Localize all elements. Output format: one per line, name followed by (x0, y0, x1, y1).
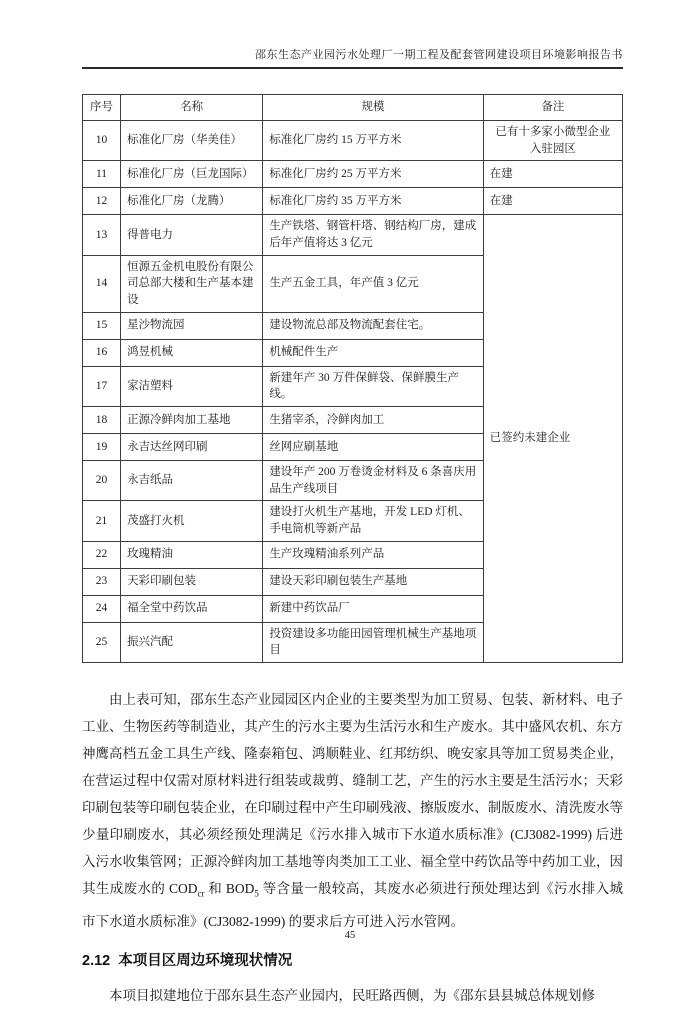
cell-scale: 标准化厂房约 15 万平方米 (263, 121, 483, 161)
enterprise-table (82, 94, 623, 663)
cell-no: 16 (83, 339, 121, 366)
cell-name: 永吉达丝网印刷 (121, 434, 263, 461)
cell-no: 22 (83, 541, 121, 568)
cell-name: 恒源五金机电股份有限公司总部大楼和生产基本建设 (121, 255, 263, 312)
cell-name: 振兴汽配 (121, 622, 263, 662)
cell-name: 茂盛打火机 (121, 501, 263, 541)
cell-no: 19 (83, 434, 121, 461)
cell-scale: 建设打火机生产基地，开发 LED 灯机、手电筒机等新产品 (263, 501, 483, 541)
cell-no: 10 (83, 121, 121, 161)
header-title: 邵东生态产业园污水处理厂一期工程及配套管网建设项目环境影响报告书 (255, 49, 623, 61)
table-header-row (83, 95, 623, 121)
paragraph-text-part1: 由上表可知，邵东生态产业园园区内企业的主要类型为加工贸易、包装、新材料、电子工业、生物医药等制造业，其产生的污水主要为生活污水和生产废水。其中盛风农机、东方神鹰高档五金工具生产线、隆泰箱包、鸿顺鞋业、红邦纺织、晚安家具等加工贸易类企业，在营运过程中仅需对原材料进行组装或裁剪、缝制工艺，产生的污水主要是生活污水；天彩印刷包装等印刷包装企业，在印刷过程中产生印刷残液、擦版废水、制版废水、清洗废水等少量印刷废水，其必须经预处理满足《污水排入城市下水道水质标准》(CJ3082-1999) 后进入污水收集管网；正源冷鲜肉加工基地等肉类加工工业、福全堂中药饮品等中药加工业，因其生成废水的 COD (82, 692, 623, 897)
column-header: 名称 (121, 95, 263, 121)
cell-scale: 投资建设多功能田园管理机械生产基地项目 (263, 622, 483, 662)
paragraph-text-part2: 和 BOD (204, 881, 255, 897)
cell-no: 23 (83, 568, 121, 595)
cell-scale: 生产铁塔、钢管杆塔、钢结构厂房，建成后年产值将达 3 亿元 (263, 215, 483, 255)
cell-remark: 在建 (483, 161, 622, 188)
bod-subscript: 5 (254, 888, 259, 899)
cell-no: 18 (83, 407, 121, 434)
cell-scale: 建设天彩印刷包装生产基地 (263, 568, 483, 595)
cell-scale: 生产玫瑰精油系列产品 (263, 541, 483, 568)
cell-scale: 机械配件生产 (263, 339, 483, 366)
cell-no: 25 (83, 622, 121, 662)
cell-no: 15 (83, 312, 121, 339)
cell-no: 12 (83, 188, 121, 215)
paragraph-project-location: 本项目拟建地位于邵东县生态产业园内，民旺路西侧，为《邵东县县城总体规划修 (109, 987, 595, 1003)
page-content (82, 0, 623, 1009)
cell-name: 星沙物流园 (121, 312, 263, 339)
column-header: 备注 (483, 95, 622, 121)
cell-scale: 丝网应刷基地 (263, 434, 483, 461)
cell-name: 家洁塑料 (121, 366, 263, 406)
cell-remark: 已有十多家小微型企业入驻园区 (483, 121, 622, 161)
cell-name: 标准化厂房（龙腾） (121, 188, 263, 215)
paragraph-text-part3: 等含量一般较高，其废水必须进行预处理达到《污水排入城市下水道水质标准》(CJ3082-1999) 的要求后方可进入污水管网。 (82, 881, 623, 929)
paragraph-industry-overview (82, 686, 623, 935)
cell-remark: 在建 (483, 188, 622, 215)
header-rule (82, 67, 623, 69)
cell-name: 福全堂中药饮品 (121, 595, 263, 622)
cell-scale: 标准化厂房约 35 万平方米 (263, 188, 483, 215)
cell-no: 13 (83, 215, 121, 255)
cell-no: 20 (83, 461, 121, 501)
cell-name: 正源冷鲜肉加工基地 (121, 407, 263, 434)
cell-scale: 新建年产 30 万件保鲜袋、保鲜膜生产线。 (263, 366, 483, 406)
cell-name: 玫瑰精油 (121, 541, 263, 568)
column-header: 规模 (263, 95, 483, 121)
cell-scale: 新建中药饮品厂 (263, 595, 483, 622)
cell-name: 永吉纸品 (121, 461, 263, 501)
cell-remark-merged: 已签约未建企业 (483, 215, 622, 663)
table-row (83, 215, 623, 255)
cell-no: 24 (83, 595, 121, 622)
cell-scale: 建设物流总部及物流配套住宅。 (263, 312, 483, 339)
cell-no: 14 (83, 255, 121, 312)
cell-scale: 建设年产 200 万卷烫金材料及 6 条喜庆用品生产线项目 (263, 461, 483, 501)
cell-name: 天彩印刷包装 (121, 568, 263, 595)
cell-name: 鸿昱机械 (121, 339, 263, 366)
section-heading (82, 949, 623, 970)
section-title: 本项目区周边环境现状情况 (118, 952, 293, 969)
cell-scale: 标准化厂房约 25 万平方米 (263, 161, 483, 188)
cell-name: 标准化厂房（华美佳） (121, 121, 263, 161)
cell-no: 21 (83, 501, 121, 541)
table-row (83, 121, 623, 161)
cell-name: 标准化厂房（巨龙国际） (121, 161, 263, 188)
cell-scale: 生猪宰杀，冷鲜肉加工 (263, 407, 483, 434)
cod-subscript: cr (197, 888, 205, 899)
table-row (83, 161, 623, 188)
section-number: 2.12 (82, 952, 111, 969)
cell-no: 17 (83, 366, 121, 406)
page-number: 45 (344, 930, 356, 941)
cell-no: 11 (83, 161, 121, 188)
column-header: 序号 (83, 95, 121, 121)
table-row (83, 188, 623, 215)
cell-scale: 生产五金工具，年产值 3 亿元 (263, 255, 483, 312)
cell-name: 得普电力 (121, 215, 263, 255)
